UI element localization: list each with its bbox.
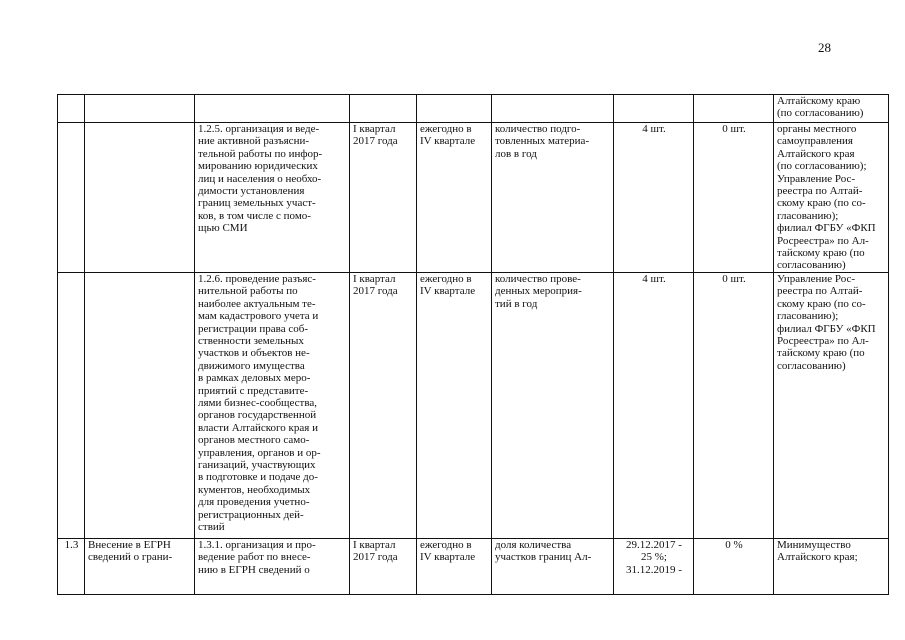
start-date-cell: I квартал 2017 года <box>350 272 417 538</box>
activity-cell: 1.2.6. проведение разъяс- нительной работы по наиболее актуальным те- мам кадастрового учета и регистрации права соб- ственности земельных участков и объектов не- движимого имущества в рамках деловых меро- приятий с представите- лями бизнес-сообщества, органов государственной власти Алтайского края и органов местного само- управления, органов и ор- ганизаций, участвующих в подготовке и подаче до- кументов, необходимых для проведения учетно- регистрационных дей- ствий <box>195 272 350 538</box>
measure-name-cell <box>85 123 195 273</box>
row-number-cell <box>58 95 85 123</box>
period-cell <box>417 95 492 123</box>
indicator-cell: количество прове- денных мероприя- тий в год <box>492 272 614 538</box>
responsible-cell: Минимущество Алтайского края; <box>774 538 889 594</box>
measure-name-cell <box>85 272 195 538</box>
measure-name-cell <box>85 95 195 123</box>
target-value-cell: 4 шт. <box>614 123 694 273</box>
responsible-cell: Управление Рос- реестра по Алтай- скому краю (по со- гласованию); филиал ФГБУ «ФКП Росреестра» по Ал- тайскому краю (по согласованию) <box>774 272 889 538</box>
plan-table <box>57 94 889 595</box>
table-row <box>58 538 889 594</box>
target-value-cell <box>614 95 694 123</box>
row-number-cell <box>58 272 85 538</box>
period-cell: ежегодно в IV квартале <box>417 272 492 538</box>
start-date-cell: I квартал 2017 года <box>350 538 417 594</box>
actual-value-cell: 0 шт. <box>694 123 774 273</box>
page-number: 28 <box>818 40 831 55</box>
table-row <box>58 123 889 273</box>
table-row <box>58 95 889 123</box>
responsible-cell: органы местного самоуправления Алтайского края (по согласованию); Управление Рос- реестра по Алтай- скому краю (по со- гласованию); филиал ФГБУ «ФКП Росреестра» по Ал- тайскому краю (по согласованию) <box>774 123 889 273</box>
period-cell: ежегодно в IV квартале <box>417 123 492 273</box>
start-date-cell <box>350 95 417 123</box>
actual-value-cell <box>694 95 774 123</box>
activity-cell: 1.2.5. организация и веде- ние активной разъясни- тельной работы по инфор- мированию юридических лиц и населения о необхо- димости установления границ земельных участ- ков, в том числе с помо- щью СМИ <box>195 123 350 273</box>
activity-cell: 1.3.1. организация и про- ведение работ по внесе- нию в ЕГРН сведений о <box>195 538 350 594</box>
indicator-cell <box>492 95 614 123</box>
indicator-cell: количество подго- товленных материа- лов в год <box>492 123 614 273</box>
target-value-cell: 29.12.2017 - 25 %; 31.12.2019 - <box>614 538 694 594</box>
actual-value-cell: 0 шт. <box>694 272 774 538</box>
period-cell: ежегодно в IV квартале <box>417 538 492 594</box>
indicator-cell: доля количества участков границ Ал- <box>492 538 614 594</box>
activity-cell <box>195 95 350 123</box>
actual-value-cell: 0 % <box>694 538 774 594</box>
row-number-cell <box>58 123 85 273</box>
row-number-cell: 1.3 <box>58 538 85 594</box>
measure-name-cell: Внесение в ЕГРН сведений о грани- <box>85 538 195 594</box>
table-row <box>58 272 889 538</box>
start-date-cell: I квартал 2017 года <box>350 123 417 273</box>
target-value-cell: 4 шт. <box>614 272 694 538</box>
responsible-cell: Алтайскому краю (по согласованию) <box>774 95 889 123</box>
